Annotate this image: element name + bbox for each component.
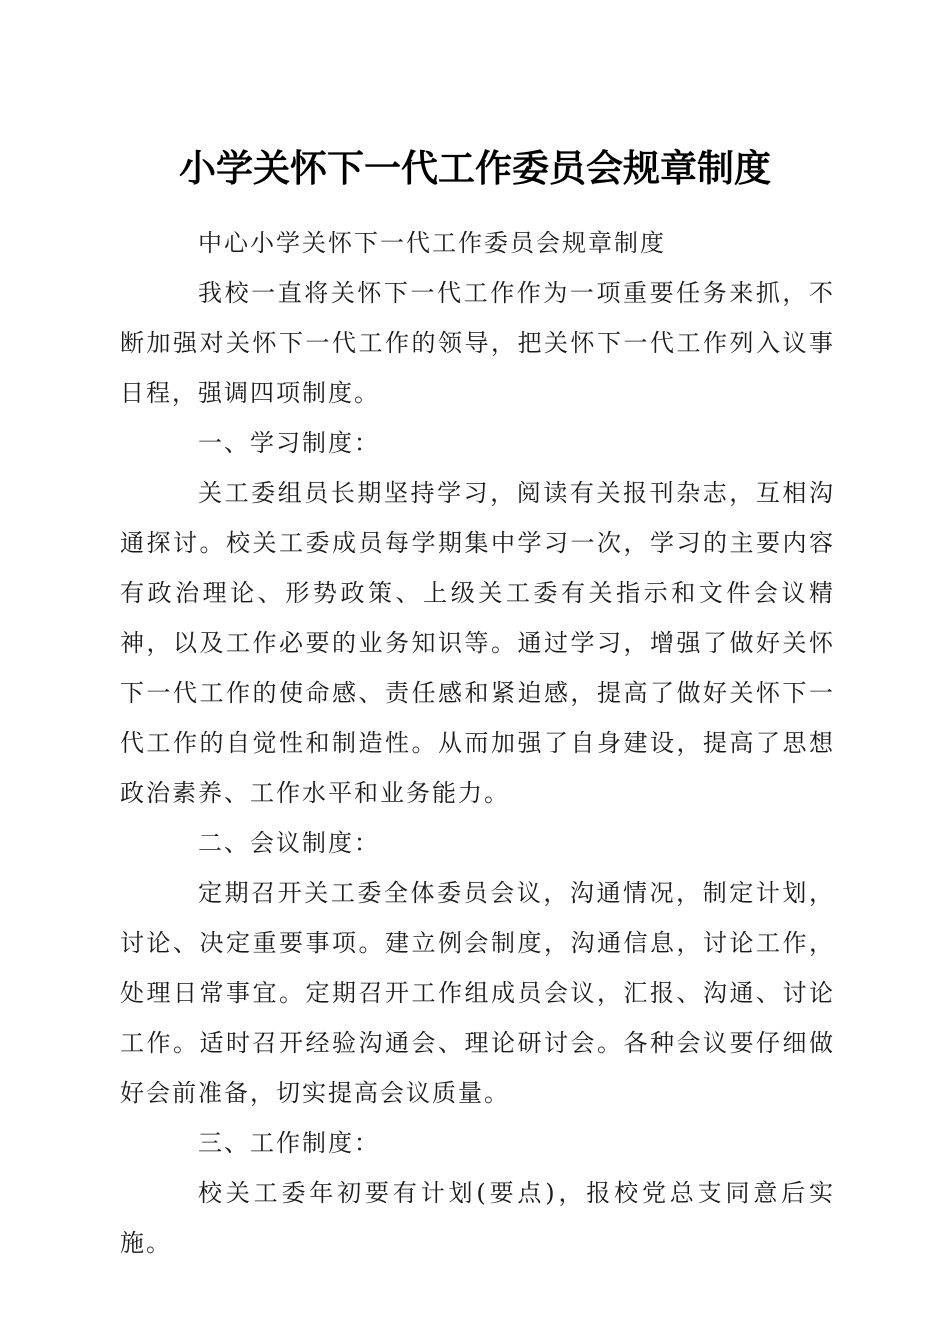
section-heading-work: 三、工作制度： xyxy=(198,1129,380,1157)
subtitle-paragraph: 中心小学关怀下一代工作委员会规章制度 xyxy=(198,229,666,257)
section-heading-study: 一、学习制度： xyxy=(198,429,380,457)
work-paragraph: 校关工委年初要有计划(要点)，报校党总支同意后实施。 xyxy=(120,1179,835,1257)
meeting-paragraph: 定期召开关工委全体委员会议，沟通情况，制定计划，讨论、决定重要事项。建立例会制度，沟通信息，讨论工作，处理日常事宜。定期召开工作组成员会议，汇报、沟通、讨论工作。适时召开经验沟通会、理论研讨会。各种会议要仔细做好会前准备，切实提高会议质量。 xyxy=(120,879,835,1107)
document-body xyxy=(120,218,835,1268)
intro-paragraph: 我校一直将关怀下一代工作作为一项重要任务来抓，不断加强对关怀下一代工作的领导，把关怀下一代工作列入议事日程，强调四项制度。 xyxy=(120,279,835,407)
study-paragraph: 关工委组员长期坚持学习，阅读有关报刊杂志，互相沟通探讨。校关工委成员每学期集中学习一次，学习的主要内容有政治理论、形势政策、上级关工委有关指示和文件会议精神，以及工作必要的业务知识等。通过学习，增强了做好关怀下一代工作的使命感、责任感和紧迫感，提高了做好关怀下一代工作的自觉性和制造性。从而加强了自身建设，提高了思想政治素养、工作水平和业务能力。 xyxy=(120,479,835,807)
document-title: 小学关怀下一代工作委员会规章制度 xyxy=(179,146,771,190)
section-heading-meeting: 二、会议制度： xyxy=(198,829,380,857)
